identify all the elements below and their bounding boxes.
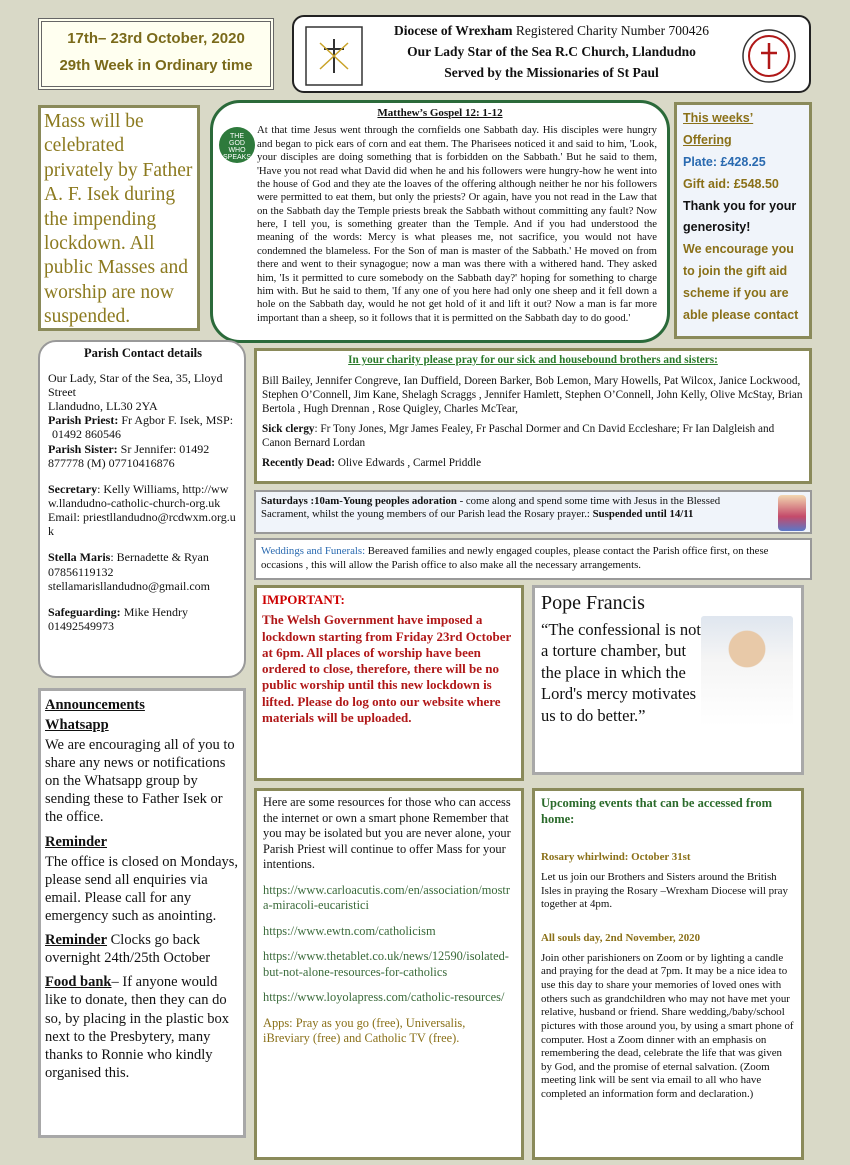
priest-label: Parish Priest: xyxy=(48,413,119,428)
secretary xyxy=(48,482,238,510)
saturday-text: - come along and spend some time with Jesus in the Blessed Sacrament, whilst the young members of our Parish lead the Rosary prayer.: xyxy=(261,495,721,521)
pope-quote: “The confessional is not a torture chamber, but the place in which the Lord's mercy motivates us to do better.” xyxy=(541,620,701,725)
food-bank xyxy=(45,973,239,1082)
mass-notice xyxy=(38,105,200,331)
pope-photo xyxy=(701,616,793,726)
stella-details: : Bernadette & Ryan 07856119132 xyxy=(48,550,209,579)
resource-link-tablet[interactable]: https://www.thetablet.co.uk/news/12590/isolated-but-not-alone-resources-for-catholics xyxy=(263,949,509,979)
sick-names: Bill Bailey, Jennifer Congreve, Ian Duffield, Doreen Barker, Bob Lemon, Mary Howells, Pat Wilcox, Janice Lockwood, Stephen O’Connell, Jim Kane, Shelagh Scraggs , Jennifer Hamlett, Stephen O’Connell, John Kelly, Olive McStay, Brian Bertola , Hugh Drennan , Rose Quigley, Charles McTear, xyxy=(262,374,803,415)
resource-link-ewtn[interactable]: https://www.ewtn.com/catholicism xyxy=(263,923,436,938)
food-bank-text: – If anyone would like to donate, then they can do so, by placing in the plastic box next to the Presbytery, many thanks to Ronnie who kindly organised this. xyxy=(45,974,230,1081)
safeguarding xyxy=(48,605,238,633)
contact-title: Parish Contact details xyxy=(83,346,203,360)
prayer-list xyxy=(254,348,812,484)
gospel-text: At that time Jesus went through the cornfields one Sabbath day. His disciples were hungry and began to pick ears of corn and eat them. The Pharisees noticed it and said to him, 'Look, your disciples are doing something that is forbidden on the Sabbath.' But he said to them, 'Have you not read what David did when he and his followers were hungry-how he went into the house of God and they ate the loaves of the offering although neither he nor his followers were permitted to eat them, but only the priests? Or again, have you not read in the Law that on the Sabbath day the Temple priests break the Sabbath without committing any fault? Now here, I tell you, is something greater than the Temple. And if you had understood the meaning of the words: Mercy is what pleases me, not sacrifice, you would not have condemned the blameless. For the Son of man is master of the Sabbath.' He moved on from there and went to their synagogue; now a man was there with a withered hand. They asked him, 'Is it permitted to cure somebody on the Sabbath day?' hoping for something to charge him with. But he said to them, 'If any one of you here had only one sheep and it fell down a hole on the Sabbath day, would he not get hold of it and lift it out? Now a man is far more important than a sheep, so it follows that it is permitted on the Sabbath day to do good.' xyxy=(257,124,657,324)
liturgical-week: 29th Week in Ordinary time xyxy=(59,57,253,74)
gift-aid-amount: Gift aid: £548.50 xyxy=(683,176,779,191)
saturday-label: Saturdays :10am-Young peoples adoration xyxy=(261,495,457,507)
missionaries-logo-icon xyxy=(739,25,799,87)
parish-header xyxy=(292,15,811,93)
secretary-details: : Kelly Williams, http://www.llandudno-catholic-church-org.uk xyxy=(48,481,229,510)
date-box xyxy=(38,18,274,90)
week-dates: 17th– 23rd October, 2020 xyxy=(67,30,245,47)
mass-notice-text: Mass will be celebrated privately by Father A. F. Isek during the impending lockdown. All public Masses and worship are now suspended. xyxy=(44,111,193,327)
saturday-adoration xyxy=(254,490,812,534)
saturday-suspended: Suspended until 14/11 xyxy=(592,508,694,521)
sister-details: Sr Jennifer: 01492 877778 (M) 07710416876 xyxy=(48,441,210,470)
food-bank-heading: Food bank xyxy=(45,974,112,991)
online-resources xyxy=(254,788,524,1160)
important-notice xyxy=(254,585,524,781)
weddings-funerals xyxy=(254,538,812,580)
sister-label: Parish Sister: xyxy=(48,441,118,456)
announcements-title: Announcements xyxy=(45,697,145,713)
all-souls-text: Join other parishioners on Zoom or by lighting a candle and praying for the dead at 7pm. It may be a nice idea to use this day to share your memories of loved ones with others such as grandchildren who may not have met your relative, husband or friend. Share wedding,/baby/school pictures with those around you, by using a smart phone of computer. Host a Zoom dinner with an emphasis on remembering the dead, celebrate the life that was given by God, and the promise of eternal salvation. (Zoom meeting link will be sent via email to all who have completed an information form and declaration.) xyxy=(541,951,794,1101)
important-text: The Welsh Government have imposed a lockdown starting from Friday 23rd October at 6pm. All places of worship have been ordered to close, therefore, there will be no public worship until this new lockdown is lifted. Please do log onto our website where materials will be uploaded. xyxy=(262,612,512,725)
stella-label: Stella Maris xyxy=(48,550,111,565)
church-name: Our Lady Star of the Sea R.C Church, Llandudno xyxy=(407,44,696,59)
gift-aid-encourage: We encourage you to join the gift aid scheme if you are able please contact xyxy=(683,242,799,322)
resource-link-loyola[interactable]: https://www.loyolapress.com/catholic-resources/ xyxy=(263,990,505,1004)
gospel-title: Matthew’s Gospel 12: 1-12 xyxy=(377,107,503,119)
stella-maris xyxy=(48,550,238,578)
thanks-text: Thank you for your generosity! xyxy=(683,198,797,235)
recently-dead xyxy=(262,456,804,470)
charity-number: Registered Charity Number 700426 xyxy=(512,23,709,38)
god-who-speaks-logo-icon: THE GOD WHO SPEAKS xyxy=(219,127,255,163)
clocks-reminder xyxy=(45,931,239,967)
whatsapp-text: We are encouraging all of you to share any news or notifications on the Whatsapp group by sending these to Father Isek or the office. xyxy=(45,736,235,826)
parish-contact xyxy=(38,340,246,678)
pope-title: Pope Francis xyxy=(541,592,645,614)
diocese-name: Diocese of Wrexham xyxy=(394,23,513,38)
sacred-heart-image xyxy=(778,495,806,531)
offering-panel xyxy=(674,102,812,339)
reminder-heading: Reminder xyxy=(45,834,108,851)
gospel-panel xyxy=(210,100,670,343)
resource-link-carloacutis[interactable]: https://www.carloacutis.com/en/association/mostra-miracoli-eucaristici xyxy=(263,882,510,912)
clocks-heading: Reminder xyxy=(45,932,108,949)
all-souls-title: All souls day, 2nd November, 2020 xyxy=(541,931,701,944)
parish-priest xyxy=(48,413,238,427)
contact-address xyxy=(48,371,238,413)
dead-label: Recently Dead: xyxy=(262,456,336,469)
weddings-text: Bereaved families and newly engaged couples, please contact the Parish office first, on these occasions , this will allow the Parish office to also make all the necessary arrangements. xyxy=(261,545,769,572)
weddings-label: Weddings and Funerals: xyxy=(261,545,366,557)
parish-sister xyxy=(48,442,238,470)
rosary-event-text: Let us join our Brothers and Sisters around the British Isles in praying the Rosary –Wrexham Diocese will pray together at 4pm. xyxy=(541,870,788,911)
priest-phone: 01492 860546 xyxy=(52,427,121,442)
diocese-seal-icon xyxy=(304,25,364,87)
safeguarding-details: Mike Hendry 01492549973 xyxy=(48,604,189,634)
priest-name: Fr Agbor F. Isek, MSP: xyxy=(118,413,234,428)
sick-clergy xyxy=(262,422,804,450)
served-by: Served by the Missionaries of St Paul xyxy=(444,65,659,80)
clocks-text: Clocks go back overnight 24th/25th October xyxy=(45,932,211,967)
events-title: Upcoming events that can be accessed from home: xyxy=(541,796,772,826)
important-title: IMPORTANT: xyxy=(262,592,345,607)
plate-amount: Plate: £428.25 xyxy=(683,154,766,169)
reminder-text: The office is closed on Mondays, please send all enquiries via email. Please call for any emergency such as anointing. xyxy=(45,853,239,924)
resource-apps: Apps: Pray as you go (free), Universalis, iBreviary (free) and Catholic TV (free). xyxy=(263,1015,466,1045)
clergy-names: : Fr Tony Jones, Mgr James Fealey, Fr Paschal Dormer and Cn David Eccleshare; Fr Ian Dalgleish and Canon Bernard Lordan xyxy=(262,422,775,449)
announcements xyxy=(38,688,246,1138)
safeguarding-label: Safeguarding: xyxy=(48,604,121,619)
parish-email: Email: priestllandudno@rcdwxm.org.uk xyxy=(48,510,236,539)
rosary-event-title: Rosary whirlwind: October 31st xyxy=(541,851,691,863)
prayer-title: In your charity please pray for our sick and housebound brothers and sisters: xyxy=(348,354,718,366)
offering-title: This weeks’ Offering xyxy=(683,111,754,147)
dead-names: Olive Edwards , Carmel Priddle xyxy=(335,456,482,469)
resources-intro: Here are some resources for those who can access the internet or own a smart phone Remember that you may be isolated but you are never alone, your Parish Priest will continue to offer Mass for your intentions. xyxy=(263,795,511,871)
stella-email: stellamarisllandudno@gmail.com xyxy=(48,578,211,593)
clergy-label: Sick clergy xyxy=(262,422,315,435)
secretary-label: Secretary xyxy=(48,481,98,496)
whatsapp-heading: Whatsapp xyxy=(45,717,109,734)
upcoming-events xyxy=(532,788,804,1160)
pope-quote-panel xyxy=(532,585,804,775)
address-text: Our Lady, Star of the Sea, 35, Lloyd Street Llandudno, LL30 2YA xyxy=(48,370,223,414)
